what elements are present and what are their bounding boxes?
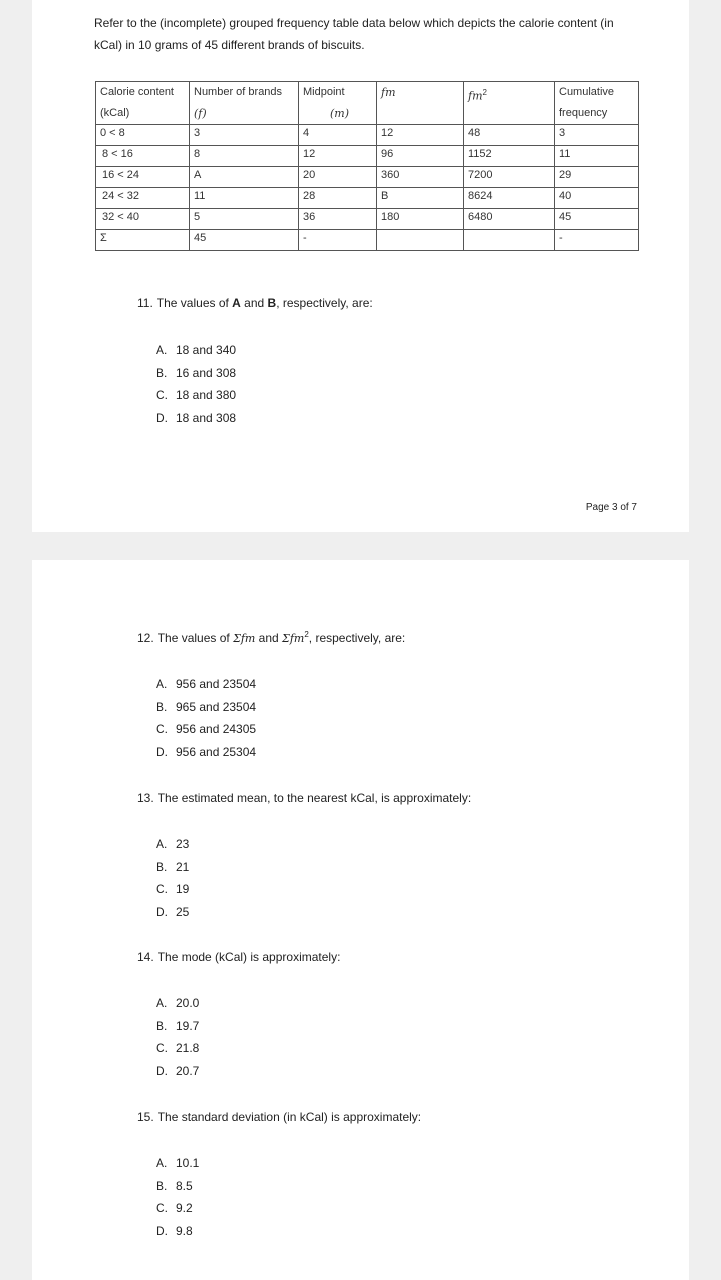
options-15 <box>156 1155 199 1246</box>
table-row <box>96 146 639 167</box>
cell-fm-squared: 8624 <box>464 188 555 209</box>
cell-midpoint: - <box>299 230 377 251</box>
cell-calorie-range: 32 < 40 <box>96 209 190 230</box>
option-text: 956 and 25304 <box>176 745 257 760</box>
option-letter: B. <box>156 699 168 714</box>
option-text: 19.7 <box>176 1018 200 1033</box>
cell-fm-squared: 7200 <box>464 167 555 188</box>
page-4 <box>32 560 689 1280</box>
options-11 <box>156 342 236 433</box>
header-number-of-brands: Number of brands (f) <box>190 82 299 125</box>
cell-cumulative: 40 <box>555 188 639 209</box>
cell-midpoint: 20 <box>299 167 377 188</box>
option-letter: A. <box>156 837 168 851</box>
cell-midpoint: 12 <box>299 146 377 167</box>
option-text: 18 and 380 <box>176 388 237 403</box>
question-14: 14. The mode (kCal) is approximately: <box>137 950 341 964</box>
table-header-row <box>96 82 639 125</box>
option-text: 9.8 <box>176 1224 193 1239</box>
question-15: 15. The standard deviation (in kCal) is approximately: <box>137 1110 422 1124</box>
option-letter: D. <box>156 1224 168 1239</box>
option-letter: B. <box>156 365 168 380</box>
cell-cumulative: 3 <box>555 125 639 146</box>
option-a <box>156 676 256 699</box>
options-12 <box>156 676 256 767</box>
cell-calorie-range: Σ <box>96 230 190 251</box>
question-12: 12. The values of Σfm and Σfm$^2$, respectively, are: <box>137 630 406 645</box>
option-text: 21.8 <box>176 1041 200 1056</box>
page-number: Page 3 of 7 <box>585 502 637 513</box>
option-letter: C. <box>156 882 168 897</box>
option-c <box>156 1040 199 1063</box>
option-text: 16 and 308 <box>176 365 237 380</box>
option-letter: A. <box>156 677 168 691</box>
cell-midpoint: 28 <box>299 188 377 209</box>
cell-fm-squared <box>464 230 555 251</box>
cell-cumulative: 29 <box>555 167 639 188</box>
option-a <box>156 1155 199 1178</box>
cell-brands: 11 <box>190 188 299 209</box>
cell-cumulative: 45 <box>555 209 639 230</box>
cell-calorie-range: 16 < 24 <box>96 167 190 188</box>
option-c <box>156 1200 199 1223</box>
option-letter: B. <box>156 859 168 874</box>
option-text: 9.2 <box>176 1201 193 1216</box>
option-c <box>156 881 189 904</box>
cell-brands: A <box>190 167 299 188</box>
page-3 <box>32 0 689 532</box>
option-letter: D. <box>156 411 168 426</box>
option-text: 10.1 <box>176 1156 200 1170</box>
cell-fm: 96 <box>377 146 464 167</box>
options-13 <box>156 836 189 927</box>
option-letter: C. <box>156 1201 168 1216</box>
option-a <box>156 342 236 365</box>
question-13: 13. The estimated mean, to the nearest kCal, is approximately: <box>137 791 472 805</box>
cell-fm: 360 <box>377 167 464 188</box>
cell-fm-squared: 6480 <box>464 209 555 230</box>
cell-midpoint: 4 <box>299 125 377 146</box>
intro-text: Refer to the (incomplete) grouped frequency table data below which depicts the calorie content (in kCal) in 10 grams of 45 different brands of biscuits. <box>94 16 614 52</box>
option-text: 956 and 23504 <box>176 677 257 691</box>
option-letter: D. <box>156 1064 168 1079</box>
cell-brands: 45 <box>190 230 299 251</box>
cell-calorie-range: 8 < 16 <box>96 146 190 167</box>
cell-brands: 3 <box>190 125 299 146</box>
option-c <box>156 387 236 410</box>
question-11: 11. The values of A and B, respectively, are: <box>137 296 373 310</box>
option-a <box>156 836 189 859</box>
table-row <box>96 188 639 209</box>
option-b <box>156 365 236 388</box>
header-calorie-content: Calorie content (kCal) <box>96 82 190 125</box>
option-d <box>156 744 256 767</box>
option-text: 18 and 308 <box>176 411 237 426</box>
option-text: 25 <box>176 905 190 920</box>
option-text: 956 and 24305 <box>176 722 257 737</box>
option-a <box>156 995 199 1018</box>
table-row <box>96 230 639 251</box>
cell-calorie-range: 0 < 8 <box>96 125 190 146</box>
cell-cumulative: 11 <box>555 146 639 167</box>
option-letter: C. <box>156 388 168 403</box>
option-text: 20.0 <box>176 996 200 1010</box>
cell-midpoint: 36 <box>299 209 377 230</box>
option-letter: A. <box>156 343 168 357</box>
option-b <box>156 1018 199 1041</box>
table-body <box>96 125 639 251</box>
header-fm-squared: $fm^2$ <box>464 82 555 125</box>
option-letter: D. <box>156 905 168 920</box>
option-text: 23 <box>176 837 190 851</box>
option-b <box>156 1178 199 1201</box>
cell-fm: B <box>377 188 464 209</box>
option-text: 21 <box>176 859 190 874</box>
table-row <box>96 167 639 188</box>
option-d <box>156 904 189 927</box>
options-14 <box>156 995 199 1086</box>
frequency-table <box>95 81 639 251</box>
option-text: 965 and 23504 <box>176 699 257 714</box>
option-d <box>156 410 236 433</box>
option-letter: A. <box>156 996 168 1010</box>
cell-brands: 8 <box>190 146 299 167</box>
cell-fm-squared: 48 <box>464 125 555 146</box>
option-b <box>156 699 256 722</box>
option-text: 18 and 340 <box>176 343 237 357</box>
cell-brands: 5 <box>190 209 299 230</box>
cell-fm: 180 <box>377 209 464 230</box>
cell-fm: 12 <box>377 125 464 146</box>
option-d <box>156 1223 199 1246</box>
option-c <box>156 721 256 744</box>
option-text: 8.5 <box>176 1178 193 1193</box>
option-letter: B. <box>156 1178 168 1193</box>
cell-fm-squared: 1152 <box>464 146 555 167</box>
table-row <box>96 209 639 230</box>
cell-calorie-range: 24 < 32 <box>96 188 190 209</box>
header-fm: fm <box>377 82 464 125</box>
table-row <box>96 125 639 146</box>
header-cumulative-frequency: Cumulative frequency <box>555 82 639 125</box>
option-d <box>156 1063 199 1086</box>
header-midpoint: Midpoint (m) <box>299 82 377 125</box>
option-letter: C. <box>156 722 168 737</box>
option-b <box>156 859 189 882</box>
cell-cumulative: - <box>555 230 639 251</box>
option-text: 20.7 <box>176 1064 200 1079</box>
cell-fm <box>377 230 464 251</box>
option-letter: D. <box>156 745 168 760</box>
option-letter: B. <box>156 1018 168 1033</box>
option-letter: A. <box>156 1156 168 1170</box>
option-text: 19 <box>176 882 190 897</box>
option-letter: C. <box>156 1041 168 1056</box>
